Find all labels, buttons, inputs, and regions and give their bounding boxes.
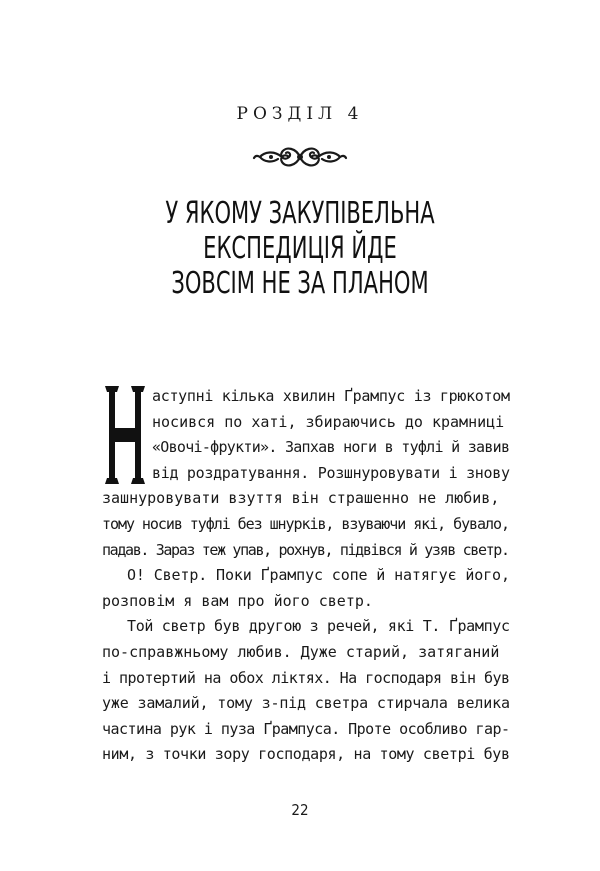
text-line: аступні кілька хвилин Ґрампус із грюкотом — [152, 387, 510, 405]
text-line: від роздратування. Розшнуровувати і знову — [152, 463, 510, 482]
chapter-title — [0, 196, 600, 301]
flourish-icon — [252, 140, 348, 174]
title-line: ЗОВСІМ НЕ ЗА ПЛАНОМ — [171, 266, 429, 301]
text-line: тому носив туфлі без шнурків, взуваючи які, бувало, — [102, 514, 509, 533]
chapter-label: РОЗДІЛ 4 — [236, 104, 364, 124]
first-paragraph — [102, 384, 510, 563]
text-line: Той светр був другою з речей, які Т. Ґрампус — [127, 617, 510, 636]
text-line: по-справжньому любив. Дуже старий, затяганий — [102, 642, 500, 661]
drop-cap-letter — [102, 386, 148, 484]
text-line: падав. Зараз теж упав, рохнув, підвівся й узяв светр. — [102, 540, 509, 559]
title-line: ЕКСПЕДИЦІЯ ЙДЕ — [203, 231, 397, 266]
text-line: О! Светр. Поки Ґрампус сопе й натягує його, — [127, 566, 510, 585]
body-text — [102, 384, 510, 768]
text-line: уже замалий, тому з-під светра стирчала велика — [102, 694, 510, 713]
text-line: носився по хаті, збираючись до крамниці — [152, 412, 505, 431]
text-line: ним, з точки зору господаря, на тому светрі був — [102, 745, 510, 764]
text-line: частина рук і пуза Ґрампуса. Проте особливо гар- — [102, 719, 510, 738]
text-line: «Овочі-фрукти». Запхав ноги в туфлі й завив — [152, 438, 510, 457]
page-number: 22 — [291, 801, 309, 819]
drop-cap — [102, 386, 148, 484]
drop-cap-char: Н — [125, 446, 126, 447]
text-line: розповім я вам про його светр. — [102, 591, 373, 610]
title-line: У ЯКОМУ ЗАКУПІВЕЛЬНА — [165, 196, 435, 231]
text-line: і протертий на обох ліктях. На господаря він був — [102, 668, 510, 687]
text-line: зашнуровувати взуття він страшенно не любив, — [102, 489, 500, 508]
